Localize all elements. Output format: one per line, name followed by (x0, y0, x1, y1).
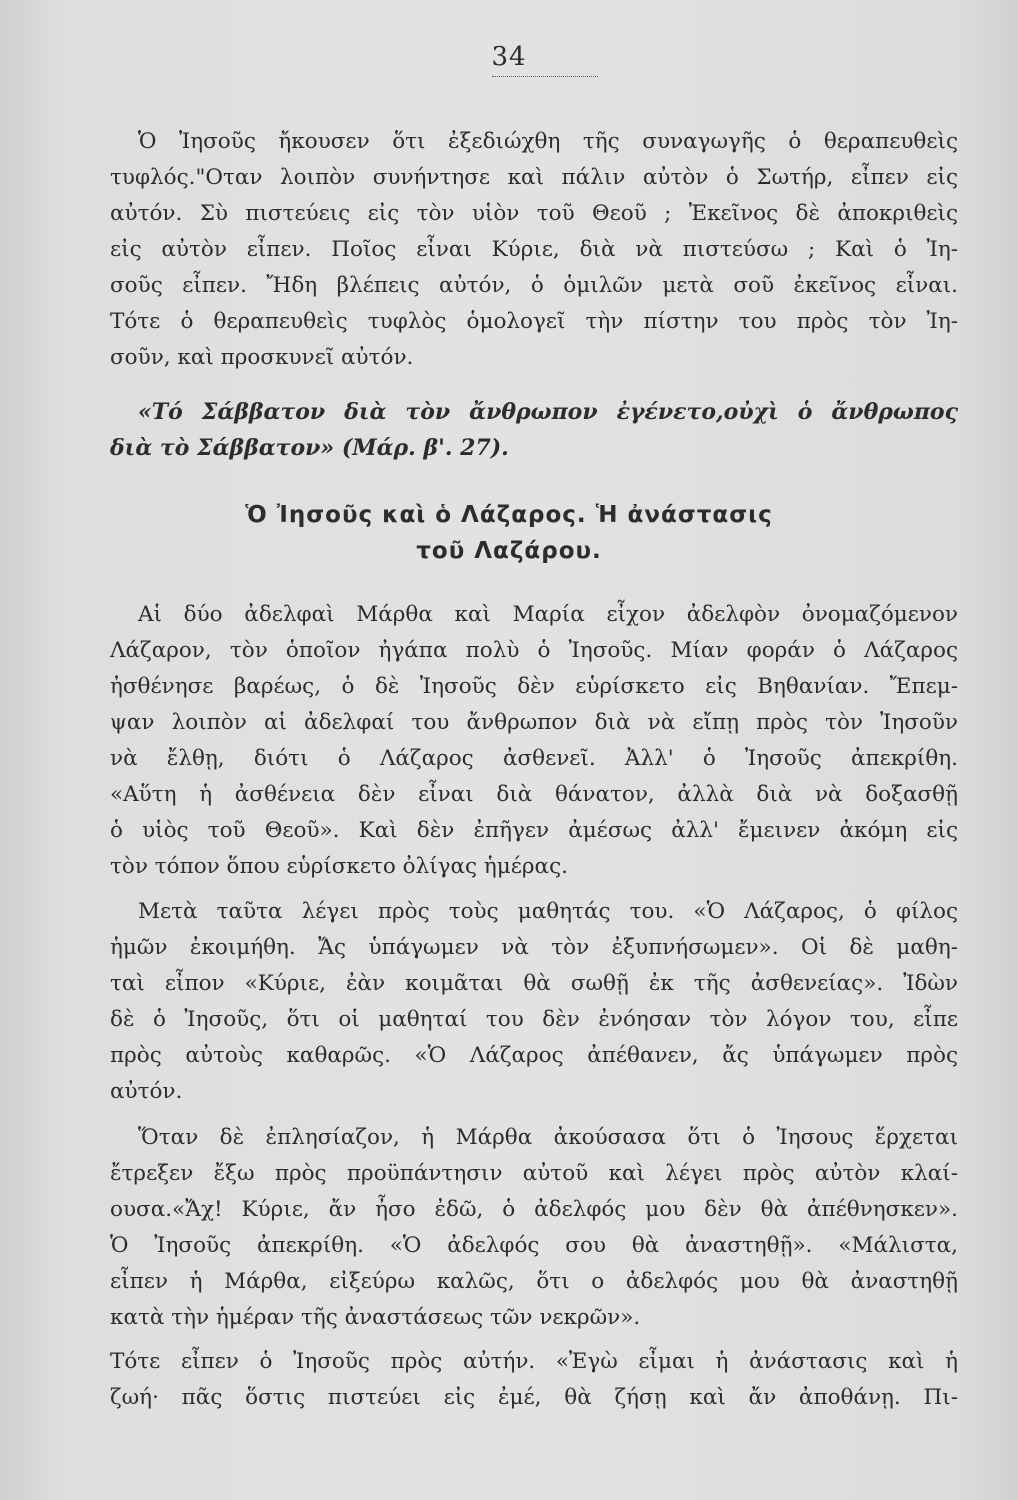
section-heading: τοῦ Λαζάρου. (416, 538, 602, 564)
text-line: πρὸς αὐτοὺς καθαρῶς. «Ὁ Λάζαρος ἀπέθανεν, ἄς ὑπάγωμεν πρὸς (110, 1043, 958, 1068)
text-line: Ὁ Ἰησοῦς ἤκουσεν ὅτι ἐξεδιώχθη τῆς συναγωγῆς ὁ θεραπευθεὶς (138, 129, 958, 154)
text-line: Τότε ὁ θεραπευθεὶς τυφλὸς ὁμολογεῖ τὴν πίστην του πρὸς τὸν Ἰη- (110, 309, 958, 334)
text-line: νὰ ἔλθῃ, διότι ὁ Λάζαρος ἀσθενεῖ. Ἀλλ' ὁ Ἰησοῦς ἀπεκρίθη. (110, 746, 958, 771)
text-line: ἔτρεξεν ἔξω πρὸς προϋπάντησιν αὐτοῦ καὶ λέγει πρὸς αὐτὸν κλαί- (110, 1161, 958, 1186)
text-line: Μετὰ ταῦτα λέγει πρὸς τοὺς μαθητάς του. «Ὁ Λάζαρος, ὁ φίλος (138, 899, 958, 924)
quote-line: διὰ τὸ Σάββατον» (Μάρ. β'. 27). (110, 435, 509, 461)
text-line: σοῦν, καὶ προσκυνεῖ αὐτόν. (110, 345, 414, 370)
text-line: σοῦς εἶπεν. Ἤδη βλέπεις αὐτόν, ὁ ὁμιλῶν μετὰ σοῦ ἐκεῖνος εἶναι. (110, 273, 958, 298)
page-number: 34 (491, 42, 527, 72)
text-line: εἶπεν ἡ Μάρθα, εἰξεύρω καλῶς, ὅτι ο ἀδελφός μου θὰ ἀναστηθῇ (110, 1269, 958, 1294)
text-line: ουσα.«Ἄχ! Κύριε, ἄν ἦσο ἐδῶ, ὁ ἀδελφός μου δὲν θὰ ἀπέθνησκεν». (110, 1197, 958, 1222)
text-line: ἡμῶν ἐκοιμήθη. Ἄς ὑπάγωμεν νὰ τὸν ἐξυπνήσωμεν». Οἱ δὲ μαθη- (110, 935, 958, 960)
text-line: Λάζαρον, τὸν ὁποῖον ἠγάπα πολὺ ὁ Ἰησοῦς. Μίαν φοράν ὁ Λάζαρος (110, 638, 958, 663)
text-line: αὐτόν. Σὺ πιστεύεις εἰς τὸν υἱὸν τοῦ Θεοῦ ; Ἐκεῖνος δὲ ἀποκριθεὶς (110, 201, 958, 226)
text-line: εἰς αὐτὸν εἶπεν. Ποῖος εἶναι Κύριε, διὰ νὰ πιστεύσω ; Καὶ ὁ Ἰη- (110, 237, 958, 262)
text-line: τὸν τόπον ὅπου εὑρίσκετο ὀλίγας ἡμέρας. (110, 854, 568, 879)
text-line: τυφλός."Οταν λοιπὸν συνήντησε καὶ πάλιν αὐτὸν ὁ Σωτήρ, εἶπεν εἰς (110, 165, 958, 190)
text-line: δὲ ὁ Ἰησοῦς, ὅτι οἱ μαθηταί του δὲν ἐνόησαν τὸν λόγον του, εἶπε (110, 1007, 958, 1032)
text-line: Ὅταν δὲ ἐπλησίαζον, ἡ Μάρθα ἀκούσασα ὅτι ὁ Ἰησους ἔρχεται (138, 1125, 958, 1150)
text-line: αὐτόν. (110, 1079, 183, 1104)
quote-line: «Τό Σάββατον διὰ τὸν ἄνθρωπον ἐγένετο,οὐχὶ ὁ ἄνθρωπος (138, 399, 958, 425)
text-line: Ὁ Ἰησοῦς ἀπεκρίθη. «Ὁ ἀδελφός σου θὰ ἀναστηθῇ». «Μάλιστα, (110, 1233, 958, 1258)
text-line: ψαν λοιπὸν αἱ ἀδελφαί του ἄνθρωπον διὰ νὰ εἴπῃ πρὸς τὸν Ἰησοῦν (110, 710, 958, 735)
section-heading: Ὁ Ἰησοῦς καὶ ὁ Λάζαρος. Ἡ ἀνάστασις (245, 502, 773, 528)
text-line: ζωή· πᾶς ὅστις πιστεύει εἰς ἐμέ, θὰ ζήσῃ καὶ ἄν ἀποθάνῃ. Πι- (110, 1385, 958, 1410)
text-line: ἠσθένησε βαρέως, ὁ δὲ Ἰησοῦς δὲν εὑρίσκετο εἰς Βηθανίαν. Ἔπεμ- (110, 674, 958, 699)
text-line: κατὰ τὴν ἡμέραν τῆς ἀναστάσεως τῶν νεκρῶν». (110, 1305, 641, 1330)
text-line: ὁ υἱὸς τοῦ Θεοῦ». Καὶ δὲν ἐπῆγεν ἀμέσως ἀλλ' ἔμεινεν ἀκόμη εἰς (110, 818, 958, 843)
text-line: «Αὕτη ἡ ἀσθένεια δὲν εἶναι διὰ θάνατον, ἀλλὰ διὰ νὰ δοξασθῇ (110, 782, 958, 807)
text-line: ταὶ εἶπον «Κύριε, ἐὰν κοιμᾶται θὰ σωθῇ ἐκ τῆς ἀσθενείας». Ἰδὼν (110, 971, 958, 996)
text-line: Τότε εἶπεν ὁ Ἰησοῦς πρὸς αὐτήν. «Ἐγὼ εἶμαι ἡ ἀνάστασις καὶ ἡ (110, 1349, 958, 1374)
text-line: Αἱ δύο ἀδελφαὶ Μάρθα καὶ Μαρία εἶχον ἀδελφὸν ὀνομαζόμενον (138, 602, 958, 627)
